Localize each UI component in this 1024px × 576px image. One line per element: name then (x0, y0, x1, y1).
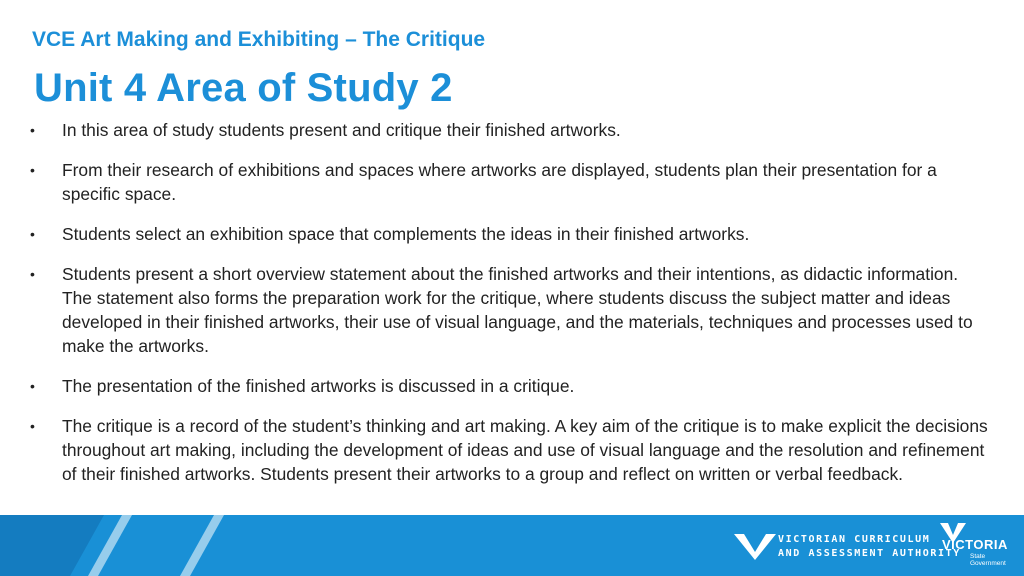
slide-title: Unit 4 Area of Study 2 (34, 66, 453, 110)
stripe-block (0, 515, 104, 576)
bullet-list (28, 118, 988, 502)
vcaa-chevron-icon (734, 530, 776, 562)
bullet-dot: • (30, 122, 35, 138)
footer-band (0, 515, 1024, 576)
victoria-sub-1: State (970, 553, 986, 560)
victoria-subtext (970, 553, 1006, 567)
bullet-dot: • (30, 378, 35, 394)
bullet-text: The critique is a record of the student’s thinking and art making. A key aim of the critique is to make explicit the decisions throughout art making, including the development of ideas and use of visual language and the resolution and refinement of their finished artworks. Students present their artworks to a group and reflect on written or verbal feedback. (62, 416, 988, 484)
bullet-dot: • (30, 162, 35, 178)
slide-subtitle: VCE Art Making and Exhibiting – The Critique (32, 28, 486, 51)
bullet-dot: • (30, 418, 35, 434)
bullet-item (28, 374, 988, 398)
stripe-line (180, 515, 224, 576)
bullet-dot: • (30, 266, 35, 282)
vcaa-logo (734, 530, 961, 566)
vcaa-wordmark (778, 533, 961, 561)
bullet-item (28, 118, 988, 142)
bullet-item (28, 262, 988, 358)
bullet-item (28, 222, 988, 246)
bullet-text: Students present a short overview statement about the finished artworks and their intentions, as didactic information. The statement also forms the preparation work for the critique, where students discuss the subject matter and ideas developed in their finished artworks, their use of visual language, and the materials, techniques and processes used to make the artworks. (62, 264, 973, 356)
bullet-text: Students select an exhibition space that complements the ideas in their finished artworks. (62, 224, 750, 244)
victoria-sub-2: Government (970, 560, 1006, 567)
vcaa-line-2: AND ASSESSMENT AUTHORITY (778, 548, 961, 559)
bullet-text: The presentation of the finished artworks is discussed in a critique. (62, 376, 575, 396)
bullet-text: From their research of exhibitions and spaces where artworks are displayed, students plan their presentation for a specific space. (62, 160, 937, 204)
bullet-dot: • (30, 226, 35, 242)
bullet-item (28, 414, 988, 486)
bullet-item (28, 158, 988, 206)
victoria-logo (940, 525, 1020, 571)
bullet-text: In this area of study students present and critique their finished artworks. (62, 120, 621, 140)
victoria-wordmark: VICTORIA (942, 537, 1008, 552)
decorative-stripes (0, 515, 260, 576)
vcaa-line-1: VICTORIAN CURRICULUM (778, 534, 931, 545)
